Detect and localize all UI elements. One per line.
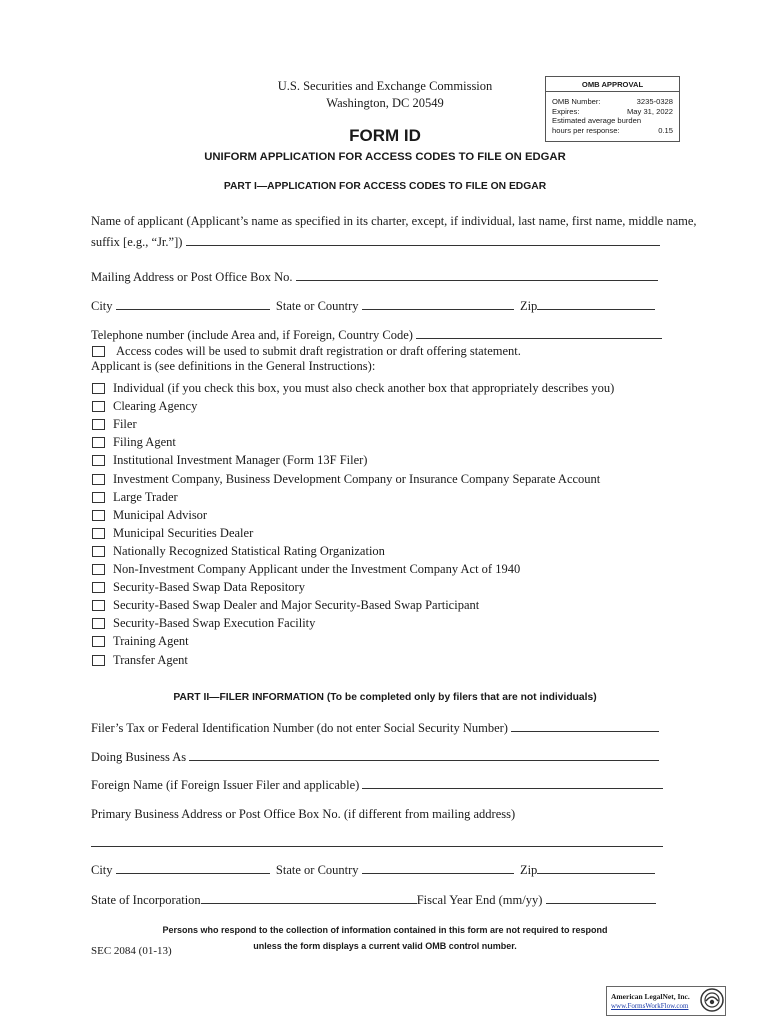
part1-heading: PART I—APPLICATION FOR ACCESS CODES TO FILE ON EDGAR: [223, 181, 547, 192]
applicant-type-checkbox[interactable]: [92, 383, 105, 394]
state-label: State or Country: [275, 299, 359, 313]
applicant-type-label: Filing Agent: [113, 435, 176, 449]
omb-burden-value: 0.15: [658, 125, 673, 135]
mailing-address-label: Mailing Address or Post Office Box No.: [91, 270, 293, 284]
agency-name: U.S. Securities and Exchange Commission: [277, 79, 493, 93]
applicant-type-label: Training Agent: [113, 634, 189, 648]
applicant-type-checkbox[interactable]: [92, 510, 105, 521]
foreign-name-field[interactable]: [362, 778, 663, 789]
city-state-zip-row: [91, 299, 655, 314]
applicant-type-label: Security-Based Swap Dealer and Major Security-Based Swap Participant: [113, 598, 480, 612]
primary-address-field[interactable]: [91, 846, 663, 847]
applicant-type-checkbox[interactable]: [92, 546, 105, 557]
omb-number-value: 3235-0328: [636, 97, 673, 106]
incorporation-label: State of Incorporation: [91, 893, 201, 907]
dba-label: Doing Business As: [91, 750, 187, 764]
dba-field[interactable]: [189, 750, 659, 761]
omb-number-label: OMB Number:: [552, 97, 601, 106]
mailing-address-field[interactable]: [296, 270, 658, 281]
foreign-name-row: [91, 778, 663, 793]
applicant-type-label: Security-Based Swap Data Repository: [113, 580, 305, 594]
tax-id-row: [91, 721, 659, 736]
applicant-name-label: suffix [e.g., “Jr.”]): [91, 235, 183, 249]
part2-heading: PART II—FILER INFORMATION (To be completed only by filers that are not individuals): [173, 692, 597, 703]
fiscal-year-label: Fiscal Year End (mm/yy): [416, 893, 543, 907]
part2-city-field[interactable]: [116, 863, 270, 874]
city-field[interactable]: [116, 299, 270, 310]
form-title: FORM ID: [349, 126, 421, 145]
draft-statement-label: Access codes will be used to submit draft registration or draft offering statement.: [116, 344, 521, 358]
applicant-type-checkbox[interactable]: [92, 437, 105, 448]
incorporation-row: [91, 893, 656, 908]
applicant-name-instructions: Name of applicant (Applicant’s name as specified in its charter, except, if individual, last name, first name, middle name,: [91, 214, 697, 228]
applicant-name-field[interactable]: [186, 235, 660, 246]
applicant-type-checkbox[interactable]: [92, 582, 105, 593]
applicant-type-label: Filer: [113, 417, 137, 431]
applicant-type-label: Municipal Securities Dealer: [113, 526, 254, 540]
applicant-type-instructions: Applicant is (see definitions in the General Instructions):: [91, 359, 376, 373]
telephone-label: Telephone number (include Area and, if Foreign, Country Code): [91, 328, 413, 342]
applicant-type-label: Municipal Advisor: [113, 508, 208, 522]
part2-city-label: City: [91, 863, 113, 877]
draft-statement-checkbox[interactable]: [92, 346, 105, 357]
applicant-type-label: Investment Company, Business Development Company or Insurance Company Separate Account: [113, 472, 601, 486]
applicant-type-checkbox[interactable]: [92, 618, 105, 629]
omb-expires-value: May 31, 2022: [626, 106, 673, 116]
applicant-type-checkbox[interactable]: [92, 564, 105, 575]
part2-zip-label: Zip: [519, 863, 538, 877]
applicant-type-label: Transfer Agent: [113, 653, 188, 667]
omb-approval-box: [545, 76, 680, 142]
mailing-address-row: [91, 270, 658, 285]
applicant-type-checkbox[interactable]: [92, 655, 105, 666]
tax-id-field[interactable]: [511, 721, 659, 732]
city-label: City: [91, 299, 113, 313]
omb-burden-label-2: hours per response:: [552, 125, 620, 135]
applicant-type-label: Clearing Agency: [113, 399, 198, 413]
applicant-type-label: Large Trader: [113, 490, 178, 504]
publisher-emblem-icon: [700, 988, 724, 1012]
agency-header: [250, 78, 520, 112]
part2-state-field[interactable]: [362, 863, 514, 874]
telephone-row: [91, 328, 662, 343]
applicant-type-label: Institutional Investment Manager (Form 13F Filer): [113, 453, 368, 467]
applicant-type-checkbox[interactable]: [92, 419, 105, 430]
applicant-type-checkbox[interactable]: [92, 600, 105, 611]
applicant-type-checkbox[interactable]: [92, 455, 105, 466]
omb-expires-label: Expires:: [552, 106, 580, 116]
part2-zip-field[interactable]: [537, 863, 655, 874]
dba-row: [91, 750, 659, 765]
applicant-type-label: Nationally Recognized Statistical Rating Organization: [113, 544, 385, 558]
incorporation-field[interactable]: [201, 893, 417, 904]
fiscal-year-field[interactable]: [546, 893, 656, 904]
part2-city-state-zip-row: [91, 863, 655, 878]
publisher-link[interactable]: www.FormsWorkFlow.com: [611, 1002, 689, 1010]
applicant-type-checkbox[interactable]: [92, 401, 105, 412]
tax-id-label: Filer’s Tax or Federal Identification Number (do not enter Social Security Number): [91, 721, 508, 735]
omb-burden-label: Estimated average burden: [552, 116, 642, 125]
form-number: SEC 2084 (01-13): [91, 945, 172, 957]
applicant-type-label: Individual (if you check this box, you must also check another box that appropriately describes you): [113, 381, 615, 395]
agency-address: Washington, DC 20549: [326, 96, 444, 110]
zip-label: Zip: [519, 299, 538, 313]
omb-approval-title: OMB APPROVAL: [546, 77, 679, 92]
zip-field[interactable]: [537, 299, 655, 310]
primary-address-label: Primary Business Address or Post Office Box No. (if different from mailing address): [91, 807, 516, 821]
omb-notice-line-2: unless the form displays a current valid OMB control number.: [253, 941, 517, 951]
applicant-type-checkbox[interactable]: [92, 492, 105, 503]
telephone-field[interactable]: [416, 328, 662, 339]
applicant-type-checkbox[interactable]: [92, 636, 105, 647]
applicant-type-label: Non-Investment Company Applicant under the Investment Company Act of 1940: [113, 562, 521, 576]
part2-state-label: State or Country: [275, 863, 359, 877]
foreign-name-label: Foreign Name (if Foreign Issuer Filer and applicable): [91, 778, 360, 792]
form-subtitle: UNIFORM APPLICATION FOR ACCESS CODES TO FILE ON EDGAR: [204, 151, 566, 163]
applicant-type-checkbox[interactable]: [92, 474, 105, 485]
state-field[interactable]: [362, 299, 514, 310]
applicant-name-row: [91, 235, 660, 250]
applicant-type-checkbox[interactable]: [92, 528, 105, 539]
applicant-type-label: Security-Based Swap Execution Facility: [113, 616, 316, 630]
omb-notice-line-1: Persons who respond to the collection of information contained in this form are not required to respond: [162, 925, 608, 935]
publisher-name: American LegalNet, Inc.: [611, 992, 690, 1001]
